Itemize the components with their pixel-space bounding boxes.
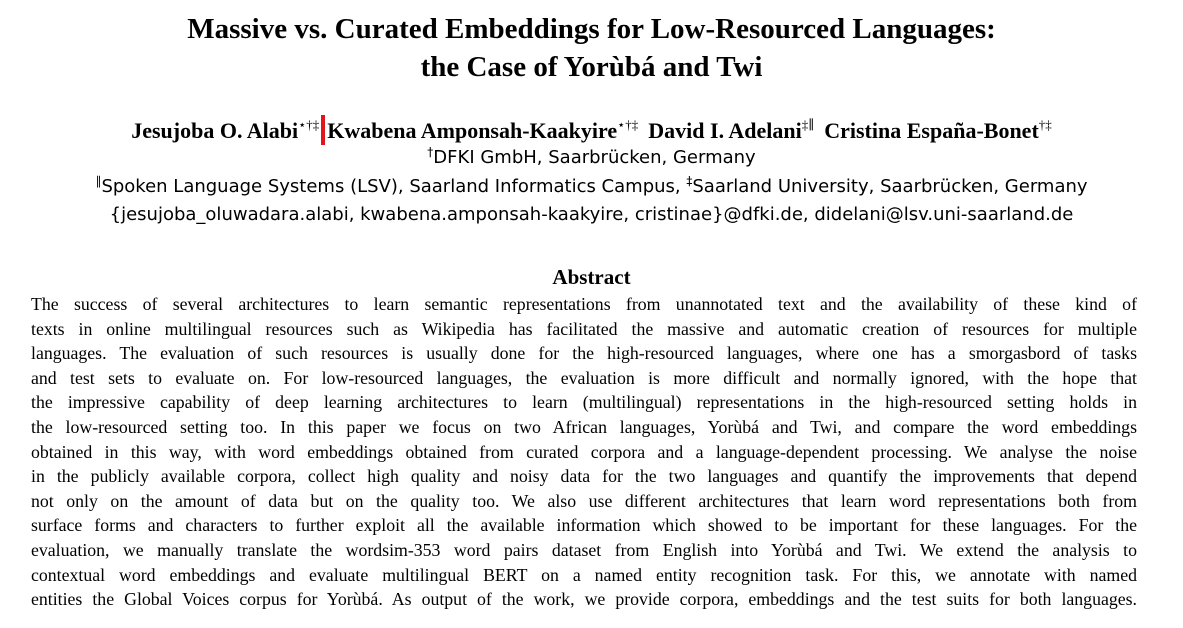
affiliation-text: Saarland University, Saarbrücken, Germany [692,176,1088,197]
abstract-line: texts in online multilingual resources such as Wikipedia has facilitated the massive and automatic creation of resources for multiple [31,318,1137,339]
author-affiliation-marks: ⋆†‡ [617,117,639,132]
affiliation-dfki [0,146,1183,170]
author-affiliation-marks: ‡∥ [801,117,815,132]
author-affiliation-marks: †‡ [1038,117,1052,132]
title-line-1: Massive vs. Curated Embeddings for Low-Resourced Languages: [187,13,996,45]
author-2 [327,118,638,143]
abstract-heading: Abstract [552,265,631,289]
author-name: David I. Adelani [648,118,802,143]
author-emails: {jesujoba_oluwadara.alabi, kwabena.amponsah-kaakyire, cristinae}@dfki.de, didelani@lsv.uni-saarland.de [109,204,1074,225]
author-4 [824,118,1052,143]
abstract-body [31,292,1137,612]
abstract-line: surface forms and characters to further exploit all the available information which showed to be important for these languages. For the [31,515,1137,536]
title-line-2: the Case of Yorùbá and Twi [420,51,763,83]
abstract-line: in the publicly available corpora, collect high quality and noisy data for the two languages and quantify the improvements that depend [31,466,1137,487]
affiliation-mark: ∥ [95,174,102,188]
affiliation-mark: † [427,145,434,159]
abstract-line: entities the Global Voices corpus for Yorùbá. As output of the work, we provide corpora, embeddings and the test suits for both languages. [31,589,1137,610]
abstract-line: languages. The evaluation of such resources is usually done for the high-resourced languages, where one has a smorgasbord of tasks [31,343,1137,364]
abstract-line: contextual word embeddings and evaluate multilingual BERT on a named entity recognition task. For this, we annotate with named [31,564,1137,585]
abstract-line: and test sets to evaluate on. For low-resourced languages, the evaluation is more difficult and normally ignored, with the hope that [31,367,1137,388]
text-cursor-marker [321,115,325,145]
affiliation-lsv-saarland [0,175,1183,199]
abstract-line: the low-resourced setting too. In this paper we focus on two African languages, Yorùbá and Twi, and compare the word embeddings [31,416,1137,437]
abstract-line: obtained in this way, with word embeddings obtained from curated corpora and a language-dependent processing. We analyse the noise [31,441,1137,462]
affiliation-mark: ‡ [686,174,693,188]
abstract-line: the impressive capability of deep learning architectures to learn (multilingual) representations in the high-resourced setting holds in [31,392,1137,413]
author-3 [648,118,814,143]
abstract-line: The success of several architectures to learn semantic representations from unannotated text and the availability of these kind of [31,294,1137,314]
paper-title [0,10,1183,86]
abstract-line: evaluation, we manually translate the wordsim-353 word pairs dataset from English into Yorùbá and Twi. We extend the analysis to [31,539,1137,560]
author-name: Kwabena Amponsah-Kaakyire [327,118,618,143]
author-name: Cristina España-Bonet [824,118,1039,143]
affiliation-text: Spoken Language Systems (LSV), Saarland Informatics Campus, [101,176,687,197]
affiliation-text: DFKI GmbH, Saarbrücken, Germany [433,147,756,168]
author-list [0,115,1183,146]
author-affiliation-marks: ⋆†‡ [298,117,320,132]
author-name: Jesujoba O. Alabi [131,118,299,143]
abstract-line: not only on the amount of data but on the quality too. We also use different architectures that learn word representations both from [31,490,1137,511]
author-1 [131,118,319,143]
